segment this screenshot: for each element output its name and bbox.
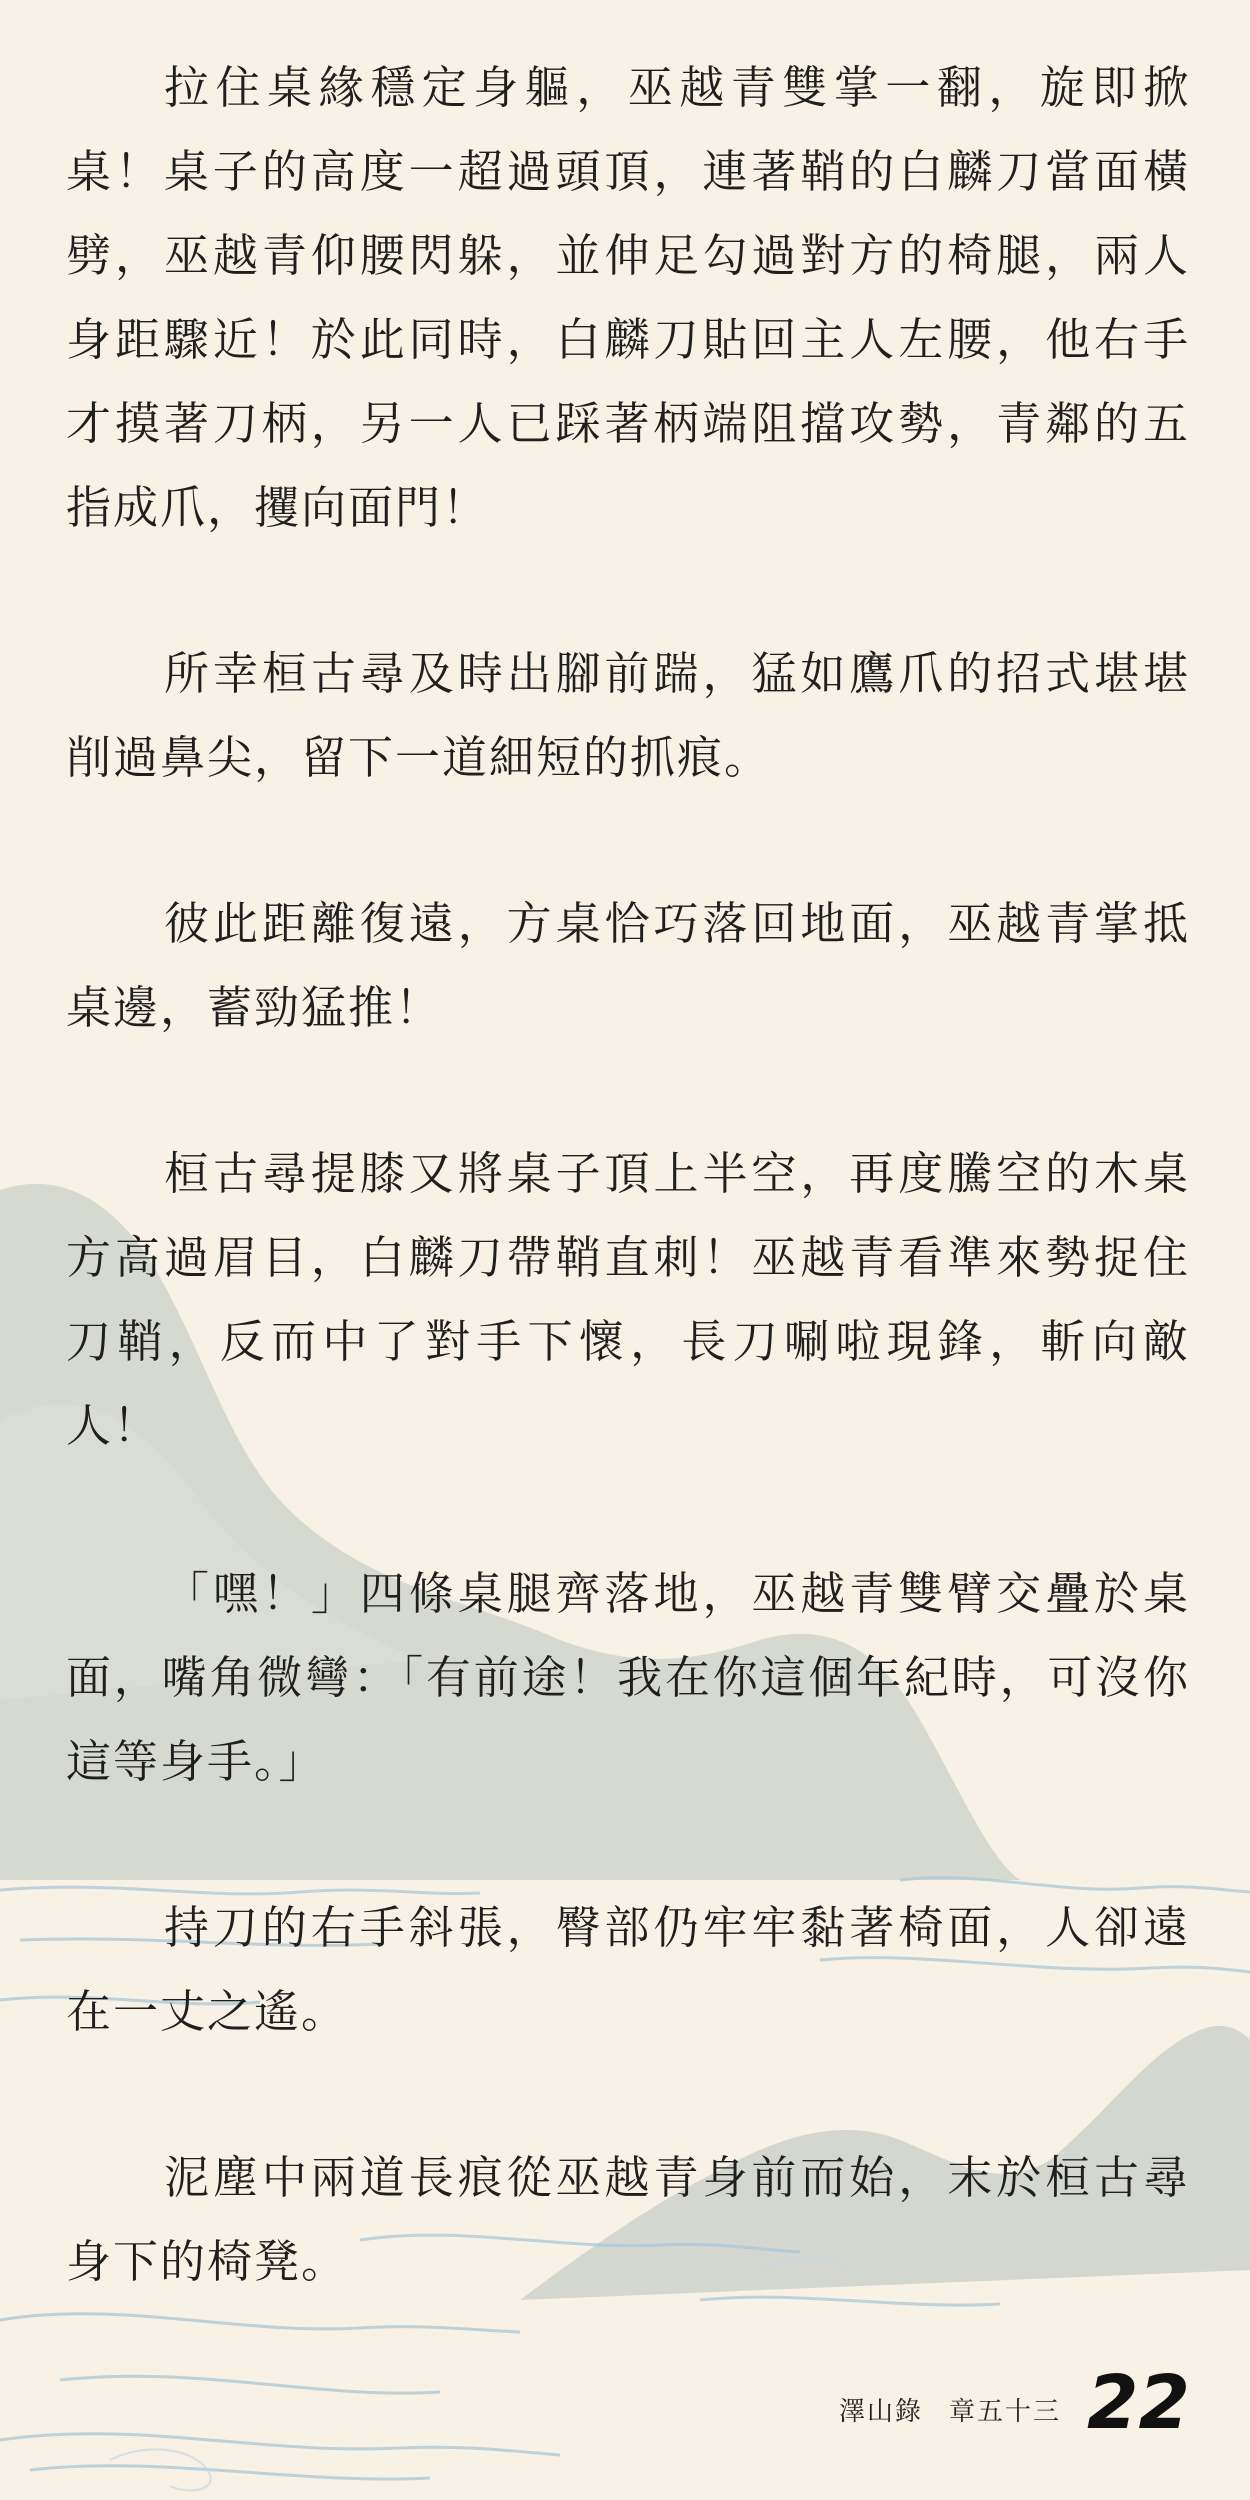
page-footer (839, 2358, 1190, 2448)
footer-book-title: 澤山錄 (838, 2397, 923, 2427)
paragraph-5: 「嘿！」四條桌腿齊落地，巫越青雙臂交疊於桌面，嘴角微彎：「有前途！我在你這個年紀時，可沒你這等身手。」 (66, 1567, 1190, 1788)
footer-chapter: 章五十三 (949, 2397, 1062, 2427)
paragraph-4: 桓古尋提膝又將桌子頂上半空，再度騰空的木桌方高過眉目，白麟刀帶鞘直刺！巫越青看準來勢捉住刀鞘，反而中了對手下懷，長刀唰啦現鋒，斬向敵人！ (66, 1147, 1190, 1452)
paragraph-7: 泥塵中兩道長痕從巫越青身前而始，末於桓古尋身下的椅凳。 (66, 2151, 1190, 2288)
page-number: 22 (1087, 2360, 1190, 2446)
paragraph-6: 持刀的右手斜張，臀部仍牢牢黏著椅面，人卻遠在一丈之遙。 (66, 1901, 1190, 2038)
paragraph-1: 拉住桌緣穩定身軀，巫越青雙掌一翻，旋即掀桌！桌子的高度一超過頭頂，連著鞘的白麟刀當面橫劈，巫越青仰腰閃躲，並伸足勾過對方的椅腿，兩人身距驟近！於此同時，白麟刀貼回主人左腰，他右手才摸著刀柄，另一人已踩著柄端阻擋攻勢，青鄰的五指成爪，攫向面門！ (66, 61, 1190, 534)
paragraph-2: 所幸桓古尋及時出腳前踹，猛如鷹爪的招式堪堪削過鼻尖，留下一道細短的抓痕。 (66, 647, 1190, 784)
paragraph-3: 彼此距離復遠，方桌恰巧落回地面，巫越青掌抵桌邊，蓄勁猛推！ (66, 897, 1190, 1034)
